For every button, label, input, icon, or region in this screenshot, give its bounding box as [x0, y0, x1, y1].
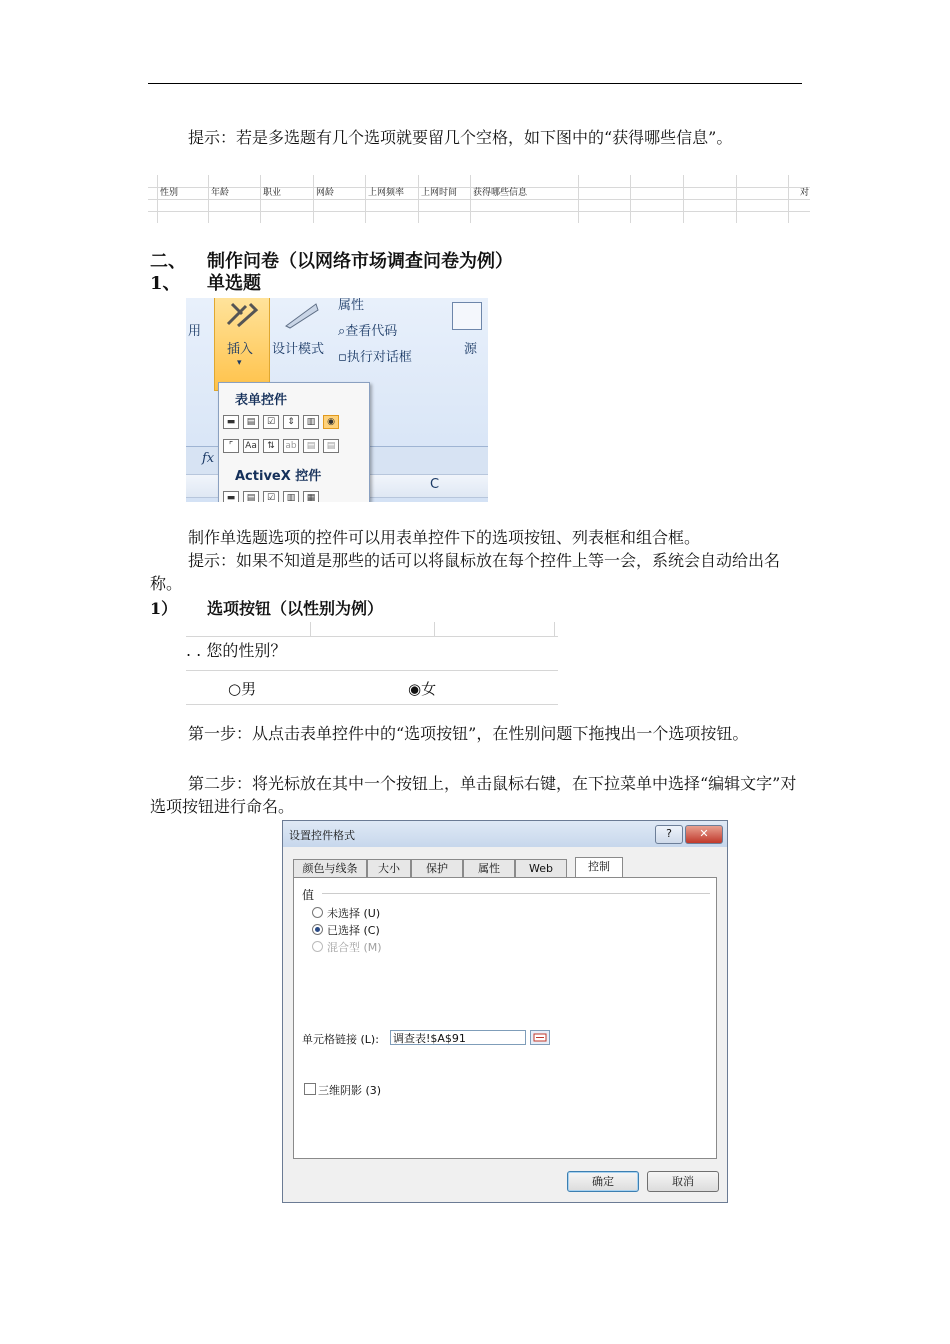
form-controls-title: 表单控件	[235, 393, 288, 408]
opt-checked-label: 已选择 (C)	[327, 924, 380, 937]
radio-mixed	[312, 941, 323, 952]
sheet-header-cell: 上网频率	[368, 188, 405, 198]
opt-unchecked-label: 未选择 (U)	[327, 907, 381, 920]
spreadsheet-header-strip	[148, 175, 810, 223]
sheet-header-cell: 年龄	[211, 188, 230, 198]
range-picker-icon	[531, 1031, 549, 1044]
ok-button[interactable]: 确定	[567, 1171, 639, 1192]
list-box-icon[interactable]: ▥	[303, 415, 319, 429]
label-control-icon[interactable]: Aa	[243, 439, 259, 453]
group-divider	[322, 893, 710, 894]
tab-control[interactable]: 控制	[575, 857, 623, 879]
ribbon-use-label: 用	[188, 324, 202, 339]
radio-unchecked[interactable]	[312, 907, 323, 918]
design-mode-icon	[282, 300, 322, 330]
chevron-down-icon: ▾	[237, 358, 242, 368]
tab-size[interactable]: 大小	[367, 859, 411, 877]
option-button-icon[interactable]: ◉	[323, 415, 339, 429]
option-female[interactable]: ◉女	[408, 680, 437, 698]
section-heading	[150, 251, 513, 273]
sheet-col-line	[157, 175, 158, 223]
cancel-button[interactable]: 取消	[647, 1171, 719, 1192]
fx-label: fx	[202, 451, 215, 466]
close-button[interactable]	[685, 825, 723, 844]
hint-multi-paragraph: 提示：若是多选题有几个选项就要留几个空格，如下图中的“获得哪些信息”。	[188, 128, 733, 147]
help-button[interactable]	[655, 825, 683, 844]
source-label[interactable]: 源	[464, 342, 478, 357]
header-rule	[148, 83, 802, 84]
subsection-number: 1、	[150, 273, 181, 294]
shading-label: 三维阴影 (3)	[318, 1084, 382, 1097]
sheet-header-cell: 性别	[160, 188, 179, 198]
control-tab-panel	[293, 877, 717, 1159]
checkbox-control-icon[interactable]: ☑	[263, 415, 279, 429]
grid-line	[186, 704, 558, 705]
grid-line	[186, 636, 558, 637]
grid-line	[554, 622, 555, 636]
activex-button-icon[interactable]: ▬	[223, 491, 239, 502]
value-group-label: 值	[302, 888, 315, 902]
dialog-titlebar	[283, 821, 727, 847]
activex-list-icon[interactable]: ▥	[283, 491, 299, 502]
option-male[interactable]: ○男	[228, 680, 257, 698]
tab-web[interactable]: Web	[515, 859, 567, 877]
cell-link-input[interactable]: 调查表!$A$91	[390, 1030, 526, 1045]
run-dialog-label[interactable]: ▫执行对话框	[338, 350, 412, 365]
design-mode-label[interactable]: 设计模式	[272, 342, 325, 357]
opt-mixed-label: 混合型 (M)	[327, 941, 382, 954]
activex-checkbox-icon[interactable]: ☑	[263, 491, 279, 502]
format-control-dialog	[282, 820, 728, 1203]
grid-line	[434, 622, 435, 636]
sheet-col-line	[418, 175, 419, 223]
button-control-icon[interactable]: ▬	[223, 415, 239, 429]
sheet-header-cell: 网龄	[316, 188, 335, 198]
grid-line	[186, 670, 558, 671]
activex-combo-icon[interactable]: ▤	[243, 491, 259, 502]
insert-button[interactable]	[214, 298, 270, 391]
sheet-header-cell: 对	[800, 188, 810, 198]
help-icon: ?	[666, 827, 672, 840]
sheet-col-line	[736, 175, 737, 223]
sheet-col-line	[683, 175, 684, 223]
step1-paragraph: 第一步：从点击表单控件中的“选项按钮”，在性别问题下拖拽出一个选项按钮。	[188, 724, 749, 743]
column-c-label: C	[430, 477, 440, 492]
sheet-row	[148, 199, 810, 212]
sheet-header-cell: 获得哪些信息	[473, 188, 528, 198]
combo-dropdown-icon: ▤	[323, 439, 339, 453]
insert-label: 插入	[227, 342, 254, 357]
sheet-header-cell: 职业	[263, 188, 282, 198]
tab-protection[interactable]: 保护	[411, 859, 463, 877]
section-number: 二、	[150, 251, 186, 272]
combo-list-icon: ▤	[303, 439, 319, 453]
subsection-heading	[150, 273, 261, 295]
combo-box-icon[interactable]: ▤	[243, 415, 259, 429]
view-code-icon: ⌕	[338, 324, 346, 339]
dialog-icon: ▫	[338, 350, 347, 365]
tools-icon	[222, 300, 262, 328]
subsection-title: 单选题	[207, 273, 261, 294]
group-box-icon[interactable]: ⌜	[223, 439, 239, 453]
option-button-heading	[150, 598, 383, 620]
excel-ribbon-screenshot	[186, 298, 488, 502]
dialog-title: 设置控件格式	[289, 829, 355, 842]
step2-paragraph: 第二步：将光标放在其中一个按钮上，单击鼠标右键，在下拉菜单中选择“编辑文字”对选项按钮进行命名。	[150, 774, 797, 816]
radio-selected-icon: ◉	[408, 680, 422, 698]
sheet-col-line	[260, 175, 261, 223]
scroll-bar-icon[interactable]: ⇅	[263, 439, 279, 453]
properties-label[interactable]: 属性	[338, 298, 365, 313]
gender-question: . . 您的性别？	[186, 641, 287, 660]
sheet-col-line	[470, 175, 471, 223]
radio-checked[interactable]	[312, 924, 323, 935]
hint-names-paragraph: 提示：如果不知道是那些的话可以将鼠标放在每个控件上等一会，系统会自动给出名称。	[150, 551, 781, 593]
shading-checkbox[interactable]	[304, 1083, 316, 1095]
spinner-icon[interactable]: ⇕	[283, 415, 299, 429]
sheet-col-line	[788, 175, 789, 223]
activex-grid-icon[interactable]: ▦	[303, 491, 319, 502]
source-icon	[452, 302, 482, 330]
controls-dropdown-menu	[218, 382, 370, 502]
sheet-col-line	[578, 175, 579, 223]
controls-paragraph: 制作单选题选项的控件可以用表单控件下的选项按钮、列表框和组合框。	[188, 528, 701, 547]
item-title: 选项按钮（以性别为例）	[207, 599, 384, 618]
item-number: 1）	[150, 599, 178, 618]
close-icon: ✕	[699, 827, 709, 840]
section-title: 制作问卷（以网络市场调查问卷为例）	[207, 251, 513, 272]
sheet-col-line	[313, 175, 314, 223]
view-code-label[interactable]: ⌕查看代码	[338, 324, 398, 339]
text-field-icon: ab	[283, 439, 299, 453]
tab-colors-lines[interactable]: 颜色与线条	[293, 859, 367, 877]
sheet-col-line	[208, 175, 209, 223]
grid-line	[310, 622, 311, 636]
gender-question-screenshot	[186, 622, 558, 708]
sheet-header-cell: 上网时间	[421, 188, 458, 198]
sheet-col-line	[630, 175, 631, 223]
cell-link-label: 单元格链接 (L):	[302, 1033, 379, 1046]
activex-controls-title: ActiveX 控件	[235, 469, 322, 484]
tab-properties[interactable]: 属性	[463, 859, 515, 877]
sheet-col-line	[365, 175, 366, 223]
range-select-button[interactable]	[530, 1030, 550, 1045]
radio-empty-icon: ○	[228, 680, 242, 698]
